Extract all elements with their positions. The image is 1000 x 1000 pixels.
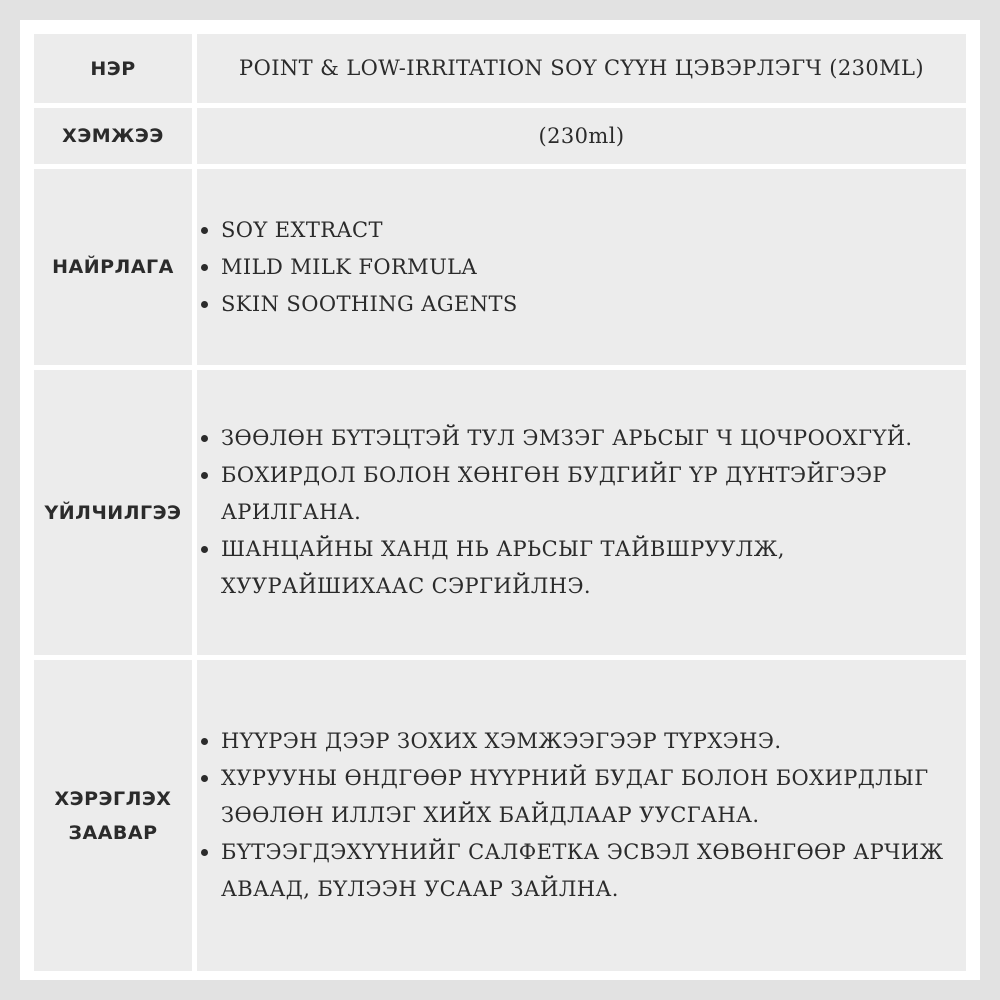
label-size: ХЭМЖЭЭ xyxy=(32,106,195,167)
list-item: SKIN SOOTHING AGENTS xyxy=(221,286,966,323)
row-name xyxy=(32,32,969,106)
value-ingredients xyxy=(195,167,969,368)
list-item: ШАНЦАЙНЫ ХАНД НЬ АРЬСЫГ ТАЙВШРУУЛЖ, ХУУРАЙШИХААС СЭРГИЙЛНЭ. xyxy=(221,531,966,605)
label-usage-line2: ЗААВАР xyxy=(68,821,158,844)
value-benefits xyxy=(195,368,969,658)
row-usage xyxy=(32,658,969,974)
label-ingredients: НАЙРЛАГА xyxy=(32,167,195,368)
label-usage xyxy=(32,658,195,974)
list-item: БҮТЭЭГДЭХҮҮНИЙГ САЛФЕТКА ЭСВЭЛ ХӨВӨНГӨӨР АРЧИЖ АВААД, БҮЛЭЭН УСААР ЗАЙЛНА. xyxy=(221,834,966,908)
row-benefits xyxy=(32,368,969,658)
value-usage xyxy=(195,658,969,974)
value-size: (230ml) xyxy=(195,106,969,167)
usage-list xyxy=(197,723,966,908)
list-item: ЗӨӨЛӨН БҮТЭЦТЭЙ ТУЛ ЭМЗЭГ АРЬСЫГ Ч ЦОЧРООХГҮЙ. xyxy=(221,420,966,457)
ingredients-list xyxy=(197,212,966,323)
product-spec-table xyxy=(29,29,971,976)
label-usage-line1: ХЭРЭГЛЭХ xyxy=(54,787,172,810)
row-ingredients xyxy=(32,167,969,368)
label-name: НЭР xyxy=(32,32,195,106)
list-item: SOY EXTRACT xyxy=(221,212,966,249)
benefits-list xyxy=(197,420,966,605)
value-name: POINT & LOW-IRRITATION SOY СҮҮН ЦЭВЭРЛЭГЧ (230ML) xyxy=(195,32,969,106)
page-frame xyxy=(20,20,980,980)
row-size xyxy=(32,106,969,167)
list-item: MILD MILK FORMULA xyxy=(221,249,966,286)
list-item: ХУРУУНЫ ӨНДГӨӨР НҮҮРНИЙ БУДАГ БОЛОН БОХИРДЛЫГ ЗӨӨЛӨН ИЛЛЭГ ХИЙХ БАЙДЛААР УУСГАНА. xyxy=(221,760,966,834)
list-item: БОХИРДОЛ БОЛОН ХӨНГӨН БУДГИЙГ ҮР ДҮНТЭЙГЭЭР АРИЛГАНА. xyxy=(221,457,966,531)
label-benefits: ҮЙЛЧИЛГЭЭ xyxy=(32,368,195,658)
list-item: НҮҮРЭН ДЭЭР ЗОХИХ ХЭМЖЭЭГЭЭР ТҮРХЭНЭ. xyxy=(221,723,966,760)
